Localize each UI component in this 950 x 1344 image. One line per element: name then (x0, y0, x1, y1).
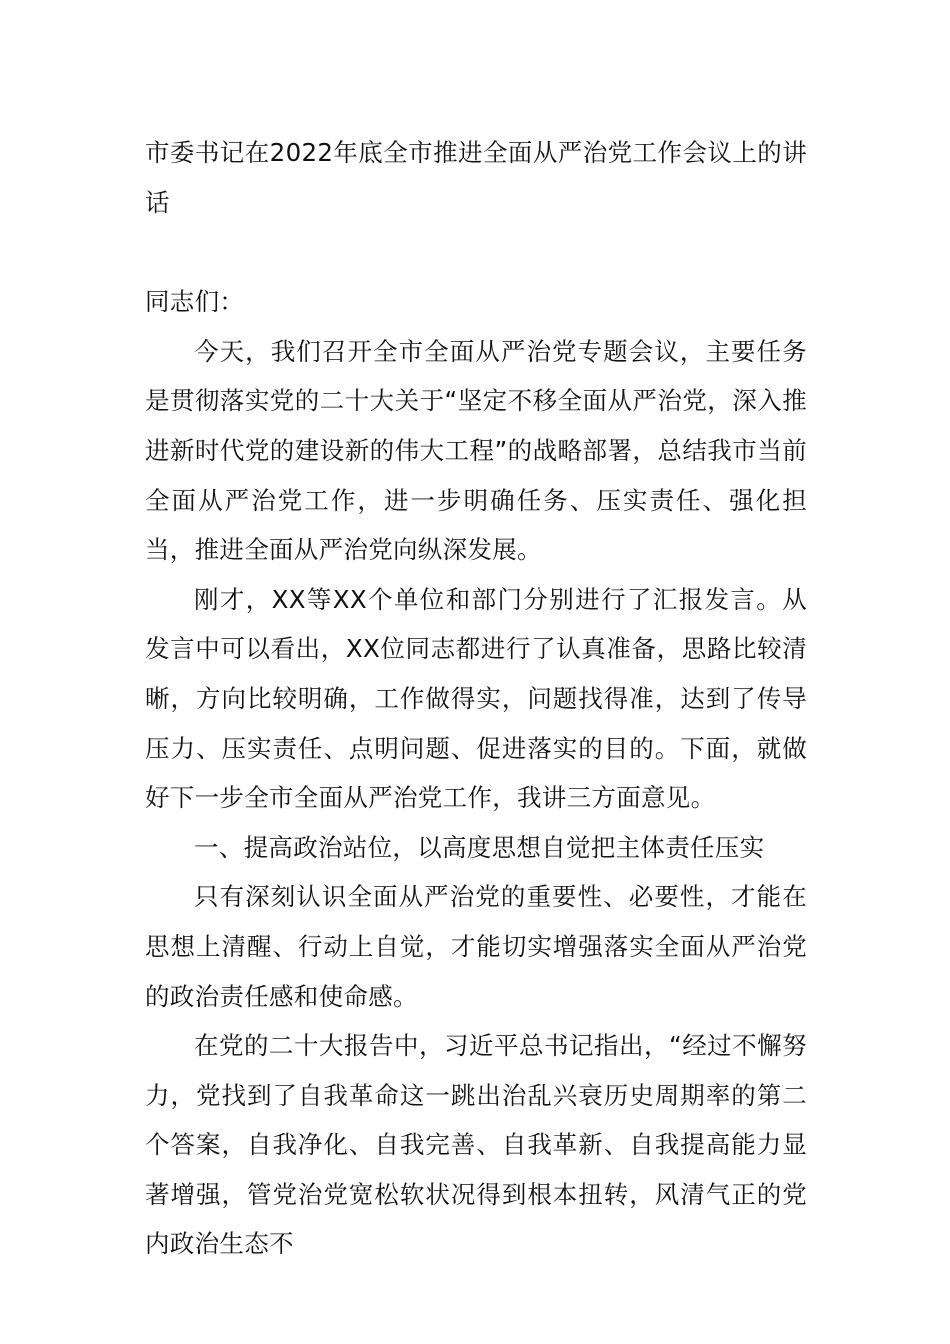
paragraph-report-quote: 在党的二十大报告中，习近平总书记指出，“经过不懈努力，党找到了自我革命这一跳出治乱兴衰历史周期率的第二个答案，自我净化、自我完善、自我革新、自我提高能力显著增强，管党治党宽松软状况得到根本扭转，风清气正的党内政治生态不 (145, 1031, 807, 1259)
paragraph-awareness: 只有深刻认识全面从严治党的重要性、必要性，才能在思想上清醒、行动上自觉，才能切实增强落实全面从严治党的政治责任感和使命感。 (145, 882, 807, 1011)
document-title: 市委书记在2022年底全市推进全面从严治党工作会议上的讲话 (145, 138, 807, 217)
paragraph-reports: 刚才，XX等XX个单位和部门分别进行了汇报发言。从发言中可以看出，XX位同志都进行了认真准备，思路比较清晰，方向比较明确，工作做得实，问题找得准，达到了传导压力、压实责任、点明问题、促进落实的目的。下面，就做好下一步全市全面从严治党工作，我讲三方面意见。 (145, 584, 807, 813)
paragraph-opening: 今天，我们召开全市全面从严治党专题会议，主要任务是贯彻落实党的二十大关于“坚定不移全面从严治党，深入推进新时代党的建设新的伟大工程”的战略部署，总结我市当前全面从严治党工作，进一步明确任务、压实责任、强化担当，推进全面从严治党向纵深发展。 (145, 336, 807, 565)
document-body (145, 128, 807, 1269)
section-heading-one: 一、提高政治站位，以高度思想自觉把主体责任压实 (194, 832, 765, 862)
salutation: 同志们： (145, 287, 245, 317)
